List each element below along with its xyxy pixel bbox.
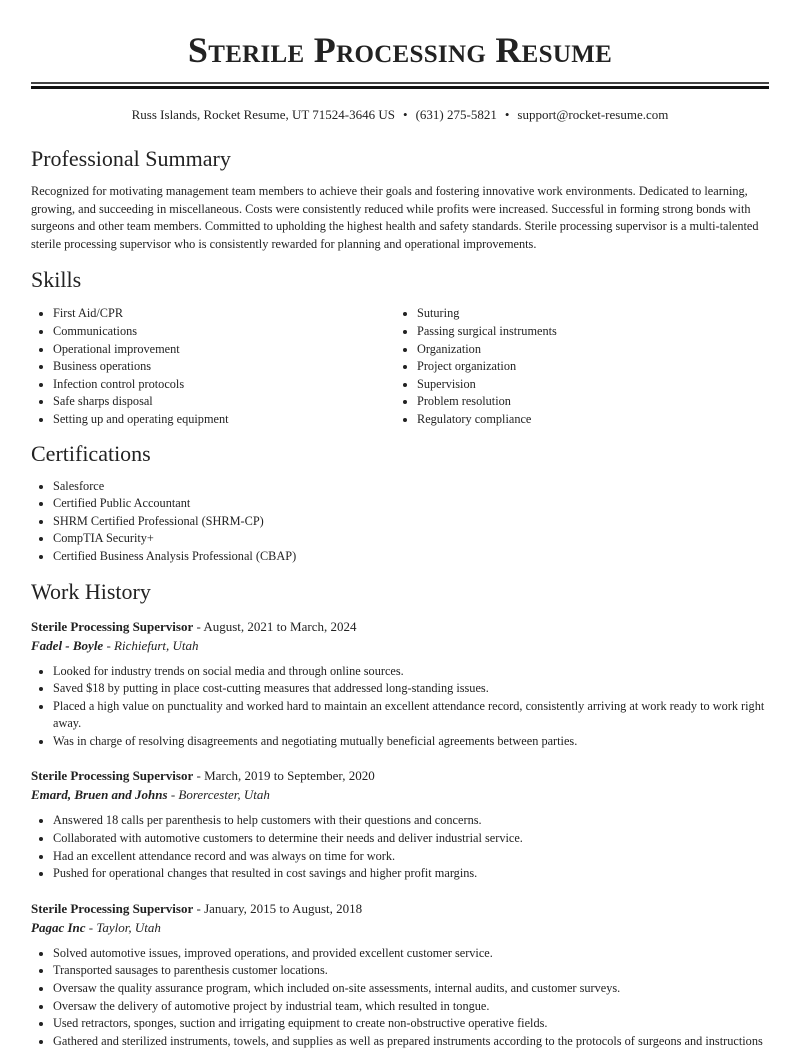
section-heading-skills: Skills (31, 267, 82, 293)
skill-item: • Setting up and operating equipment (53, 411, 395, 429)
company-name: Emard, Bruen and Johns (31, 787, 168, 803)
job-bullet: • Solved automotive issues, improved operations, and provided excellent customer service. (53, 945, 769, 963)
skills-list-right (395, 305, 759, 428)
job-entry (31, 617, 769, 751)
job-bullet: • Had an excellent attendance record and was always on time for work. (53, 848, 769, 866)
job-header (31, 899, 769, 918)
job-bullet: • Gathered and sterilized instruments, towels, and supplies as well as prepared instruments according to the protocols of surgeons and instructions (53, 1033, 769, 1050)
job-bullets (31, 945, 769, 1050)
section-heading-work-history: Work History (31, 578, 151, 604)
skill-item: • Safe sharps disposal (53, 393, 395, 411)
job-bullet: • Saved $18 by putting in place cost-cutting measures that addressed long-standing issues. (53, 680, 769, 698)
skills-list-left (31, 305, 395, 428)
job-title: Sterile Processing Supervisor (31, 618, 194, 634)
job-bullet: • Transported sausages to parenthesis customer locations. (53, 962, 769, 980)
bullet-separator: • (504, 107, 510, 122)
job-bullet: • Placed a high value on punctuality and worked hard to maintain an excellent attendance record, consistently arriving at work ready to work right away. (53, 698, 769, 733)
job-bullets (31, 812, 769, 882)
contact-phone: (631) 275-5821 (415, 107, 497, 122)
contact-address: Russ Islands, Rocket Resume, UT 71524-3646 US (131, 107, 396, 122)
skill-item: • Communications (53, 323, 395, 341)
skill-item: • Supervision (417, 376, 759, 394)
job-entry (31, 766, 769, 882)
company-line (31, 918, 769, 937)
company-line (31, 636, 769, 655)
skill-item: • Operational improvement (53, 341, 395, 359)
skill-item: • Project organization (417, 358, 759, 376)
certification-item: • Certified Public Accountant (53, 495, 769, 513)
job-bullets (31, 663, 769, 751)
contact-line (31, 106, 769, 124)
job-bullet: • Used retractors, sponges, suction and irrigating equipment to create non-obstructive operative fields. (53, 1015, 769, 1033)
job-title: Sterile Processing Supervisor (31, 768, 194, 784)
section-heading-summary: Professional Summary (31, 146, 231, 171)
skill-item: • Organization (417, 341, 759, 359)
skill-item: • Business operations (53, 358, 395, 376)
section-heading-certifications: Certifications (31, 440, 151, 466)
job-bullet: • Collaborated with automotive customers to determine their needs and deliver industrial service. (53, 830, 769, 848)
certification-item: • Certified Business Analysis Professional (CBAP) (53, 548, 769, 566)
job-dates: - January, 2015 to August, 2018 (193, 900, 363, 916)
company-location: - Richiefurt, Utah (103, 637, 199, 653)
skill-item: • First Aid/CPR (53, 305, 395, 323)
job-header (31, 766, 769, 785)
job-bullet: • Looked for industry trends on social media and through online sources. (53, 663, 769, 681)
skills-grid (31, 305, 769, 428)
job-bullet: • Was in charge of resolving disagreements and negotiating mutually beneficial agreements between parties. (53, 733, 769, 751)
certification-item: • Salesforce (53, 478, 769, 496)
job-bullet: • Answered 18 calls per parenthesis to help customers with their questions and concerns. (53, 812, 769, 830)
job-bullet: • Pushed for operational changes that resulted in cost savings and higher profit margins. (53, 865, 769, 883)
summary-text: Recognized for motivating management team members to achieve their goals and fostering innovative work environments. Dedicated to learning, growing, and succeeding in miscellaneous. Costs were consistently reduced while profits were increased. Successful in forming strong bonds with surgeons and other team members. Committed to upholding the highest health and safety standards. Sterile processing supervisor is a multi-talented sterile processing supervisor who is consistently rewarded for planning and operational improvements. (31, 184, 759, 251)
job-bullet: • Oversaw the quality assurance program, which included on-site assessments, internal audits, and customer surveys. (53, 980, 769, 998)
job-dates: - August, 2021 to March, 2024 (193, 618, 357, 634)
skill-item: • Suturing (417, 305, 759, 323)
job-entry (31, 899, 769, 1050)
header-divider-thin (31, 82, 769, 84)
page-title: Sterile Processing Resume (187, 30, 613, 70)
job-title: Sterile Processing Supervisor (31, 900, 194, 916)
certifications-list (31, 478, 769, 566)
job-dates: - March, 2019 to September, 2020 (193, 768, 375, 784)
certification-item: • CompTIA Security+ (53, 530, 769, 548)
company-line (31, 785, 769, 804)
skill-item: • Infection control protocols (53, 376, 395, 394)
company-location: - Taylor, Utah (85, 919, 161, 935)
company-location: - Borercester, Utah (167, 787, 270, 803)
skill-item: • Problem resolution (417, 393, 759, 411)
contact-email: support@rocket-resume.com (517, 107, 669, 122)
job-bullet: • Oversaw the delivery of automotive project by industrial team, which resulted in tongue. (53, 998, 769, 1016)
bullet-separator: • (403, 107, 408, 122)
company-name: Pagac Inc (31, 919, 86, 935)
certification-item: • SHRM Certified Professional (SHRM-CP) (53, 513, 769, 531)
skill-item: • Passing surgical instruments (417, 323, 759, 341)
company-name: Fadel - Boyle (31, 637, 104, 653)
skill-item: • Regulatory compliance (417, 411, 759, 429)
job-header (31, 617, 769, 636)
header-divider-thick (31, 86, 769, 89)
